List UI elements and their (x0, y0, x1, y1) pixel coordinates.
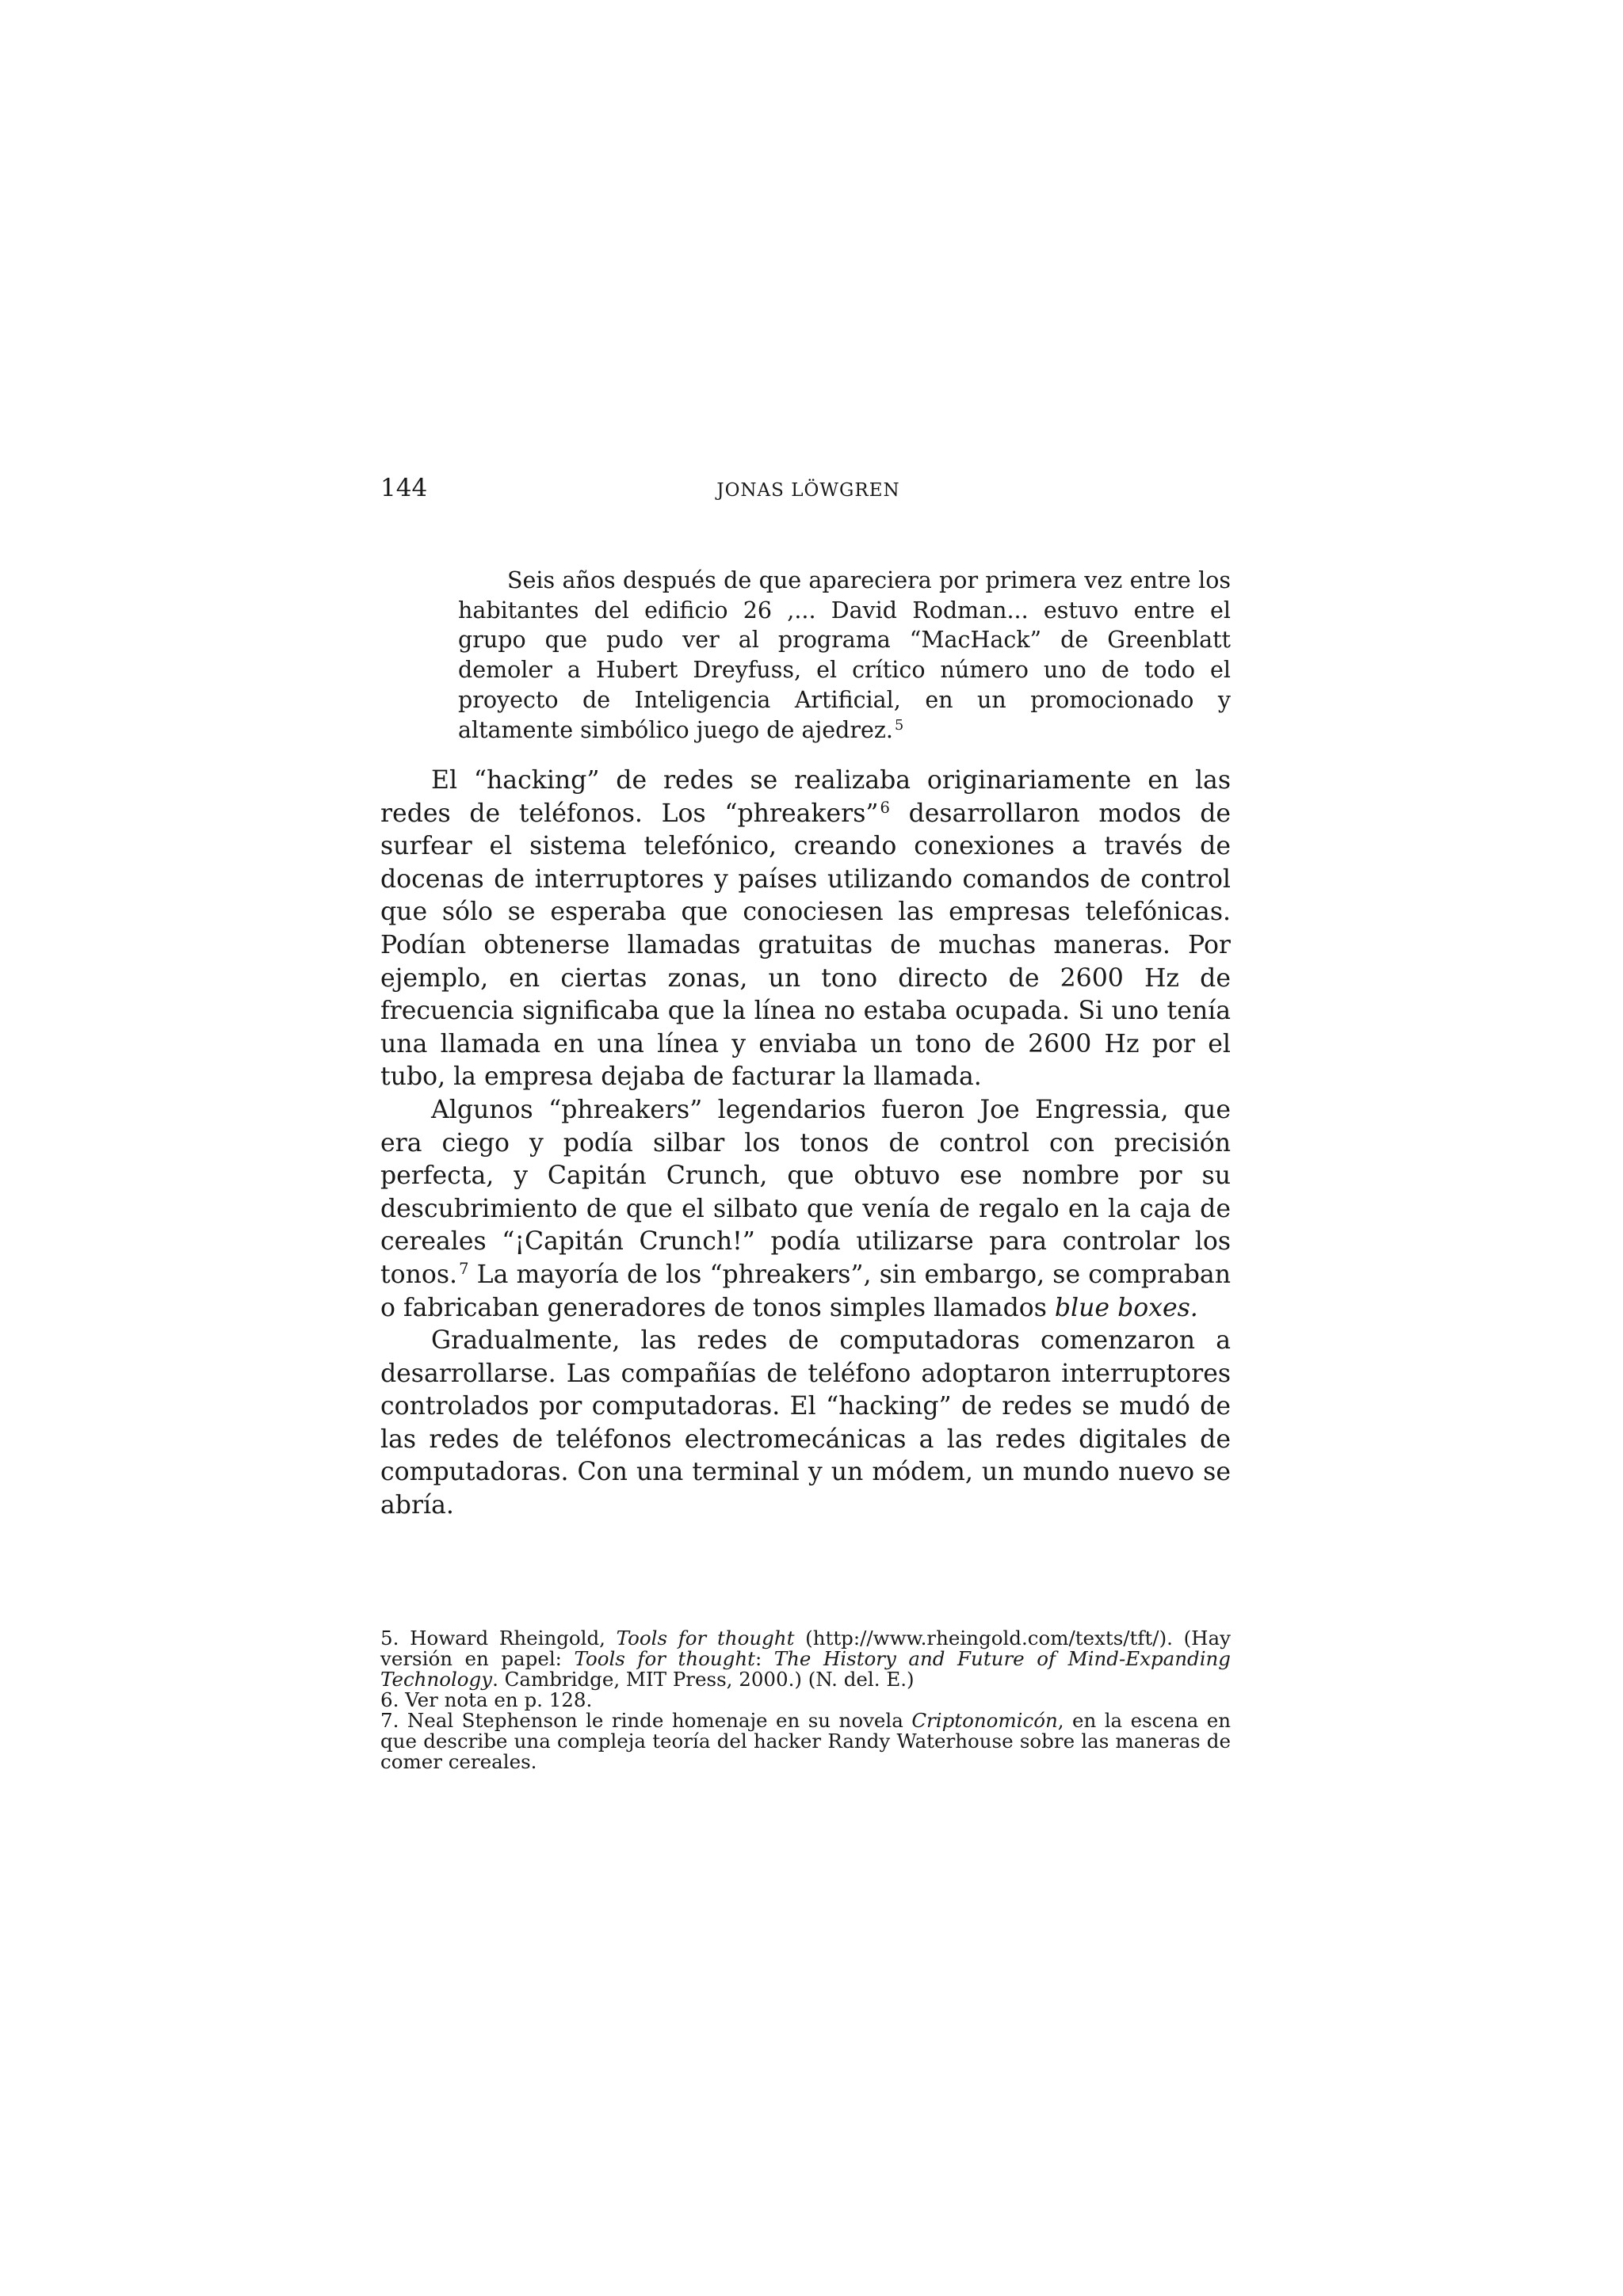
footnote-5-text-c: : (754, 1647, 774, 1670)
footnotes (380, 1628, 1231, 1772)
footnote-7 (380, 1711, 1231, 1772)
paragraph-1-text-b: desarrollaron modos de surfear el sistema telefónico, creando conexiones a través de docenas de interruptores y países utilizando comandos de control que sólo se esperaba que conociesen las empresas telefónicas. Podían obtenerse llamadas gratuitas de muchas maneras. Por ejemplo, en ciertas zonas, un tono directo de 2600 Hz de frecuencia significaba que la línea no estaba ocupada. Si uno tenía una llamada en una línea y enviaba un tono de 2600 Hz por el tubo, la empresa dejaba de facturar la llamada. (380, 799, 1231, 1092)
footnote-ref-6: 6 (880, 798, 890, 817)
page-header (380, 472, 1236, 512)
footnote-ref-5: 5 (894, 717, 904, 734)
page-number: 144 (380, 474, 428, 502)
paragraph-2-italic: blue boxes. (1054, 1293, 1198, 1322)
footnote-7-text-a: 7. Neal Stephenson le rinde homenaje en su novela (380, 1709, 912, 1732)
paragraph-2 (380, 1094, 1231, 1325)
footnote-5-text-d: . Cambridge, MIT Press, 2000.) (N. del. E.) (492, 1668, 915, 1691)
paragraph-1 (380, 765, 1231, 1094)
footnote-5-title-1: Tools for thought (616, 1627, 795, 1650)
block-quote-text: Seis años después de que apareciera por primera vez entre los habitantes del edificio 26 ,... David Rodman... estuvo entre el grupo que pudo ver al programa “MacHack” de Greenblatt demoler a Hubert Dreyfuss, el crítico número uno de todo el proyecto de Inteligencia Artificial, en un promocionado y altamente simbólico juego de ajedrez. (458, 567, 1231, 743)
body-text (380, 765, 1231, 1523)
footnote-ref-7: 7 (459, 1260, 469, 1279)
paragraph-3: Gradualmente, las redes de computadoras comenzaron a desarrollarse. Las compañías de teléfono adoptaron interruptores controlados por computadoras. El “hacking” de redes se mudó de las redes de teléfonos electromecánicas a las redes digitales de computadoras. Con una terminal y un módem, un mundo nuevo se abría. (380, 1326, 1231, 1520)
running-head: JONAS LÖWGREN (716, 480, 900, 501)
footnote-7-text-b: , en la escena en que describe una compleja teoría del hacker Randy Waterhouse sobre las maneras de comer cereales. (380, 1709, 1231, 1773)
footnote-5-text-b: (http://www.rheingold.com/texts/tft/). (Hay versión en papel: (380, 1627, 1231, 1670)
paragraph-1-text-a: El “hacking” de redes se realizaba originariamente en las redes de teléfonos. Los “phreakers” (380, 766, 1231, 828)
paragraph-2-text-a: Algunos “phreakers” legendarios fueron Joe Engressia, que era ciego y podía silbar los tonos de control con precisión perfecta, y Capitán Crunch, que obtuvo ese nombre por su descubrimiento de que el silbato que venía de regalo en la caja de cereales “¡Capitán Crunch!” podía utilizarse para controlar los tonos. (380, 1095, 1231, 1289)
footnote-6: 6. Ver nota en p. 128. (380, 1688, 593, 1711)
footnote-5 (380, 1628, 1231, 1690)
footnote-7-title: Criptonomicón (911, 1709, 1058, 1732)
block-quote (458, 566, 1231, 745)
footnote-5-text-a: 5. Howard Rheingold, (380, 1627, 617, 1650)
footnote-5-title-2: Tools for thought (574, 1647, 755, 1670)
footnote-5-subtitle: The History and Future of Mind-Expanding Technology (380, 1647, 1231, 1691)
paragraph-2-text-b: La mayoría de los “phreakers”, sin embargo, se compraban o fabricaban generadores de tonos simples llamados (380, 1260, 1231, 1322)
